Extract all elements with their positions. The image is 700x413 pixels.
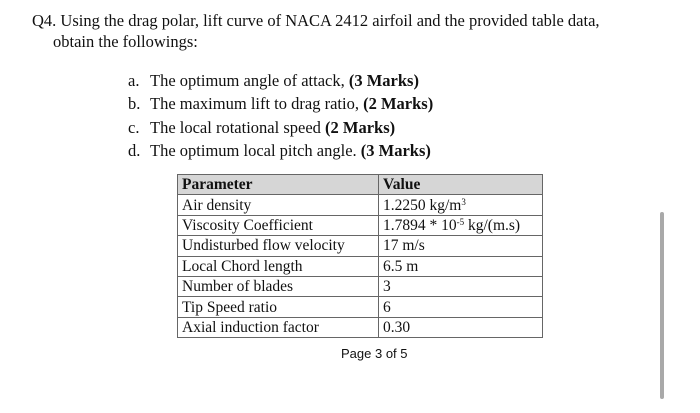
param-cell: Number of blades	[178, 276, 379, 296]
value-main: 3	[383, 278, 391, 296]
vertical-scrollbar[interactable]	[660, 212, 664, 399]
param-cell: Tip Speed ratio	[178, 297, 379, 317]
item-marks: (3 Marks)	[360, 140, 431, 160]
item-letter: c.	[128, 117, 140, 137]
param-cell: Undisturbed flow velocity	[178, 236, 379, 256]
item-text: The local rotational speed	[150, 117, 326, 137]
value-cell	[379, 236, 543, 256]
param-cell: Air density	[178, 195, 379, 215]
value-cell	[379, 317, 543, 337]
value-main: 17 m/s	[383, 237, 425, 255]
item-letter: a.	[128, 71, 140, 90]
item-letter: d.	[128, 140, 141, 160]
page-number: Page 3 of 5	[341, 346, 408, 361]
value-main: 1.7894 * 10	[383, 216, 457, 234]
value-cell	[379, 256, 543, 276]
value-cell	[379, 195, 543, 215]
question-text	[32, 10, 672, 52]
value-sup: 3	[461, 196, 466, 207]
value-sup: -5	[456, 216, 465, 227]
item-text: The maximum lift to drag ratio,	[150, 94, 364, 114]
question-line-1: Q4. Using the drag polar, lift curve of NACA 2412 airfoil and the provided table data,	[32, 11, 600, 30]
param-cell: Local Chord length	[178, 256, 379, 276]
param-cell: Axial induction factor	[178, 317, 379, 337]
table-row	[178, 276, 543, 296]
list-item	[128, 69, 433, 92]
item-marks: (2 Marks)	[363, 94, 434, 114]
item-marks: (2 Marks)	[325, 117, 396, 137]
list-item	[128, 139, 433, 162]
value-cell	[379, 297, 543, 317]
question-line-2: obtain the followings:	[53, 32, 198, 51]
table-row	[178, 236, 543, 256]
item-text: The optimum angle of attack,	[150, 71, 349, 90]
parameter-table	[177, 174, 543, 338]
value-main: 1.2250 kg/m	[383, 196, 462, 214]
table-row	[178, 215, 543, 235]
value-main: 6.5 m	[383, 257, 419, 275]
item-letter: b.	[128, 94, 141, 114]
table-row	[178, 195, 543, 215]
table-row	[178, 317, 543, 337]
column-header-parameter: Parameter	[178, 175, 379, 195]
column-header-value: Value	[379, 175, 543, 195]
task-list	[128, 69, 433, 162]
value-tail: kg/(m.s)	[464, 216, 521, 234]
item-marks: (3 Marks)	[348, 71, 419, 90]
table-row	[178, 297, 543, 317]
value-cell	[379, 215, 543, 235]
param-cell: Viscosity Coefficient	[178, 215, 379, 235]
list-item	[128, 92, 433, 115]
list-item	[128, 116, 433, 139]
table-row	[178, 256, 543, 276]
value-main: 6	[383, 298, 391, 316]
table-header-row	[178, 175, 543, 195]
value-cell	[379, 276, 543, 296]
value-main: 0.30	[383, 318, 411, 336]
item-text: The optimum local pitch angle.	[150, 140, 361, 160]
